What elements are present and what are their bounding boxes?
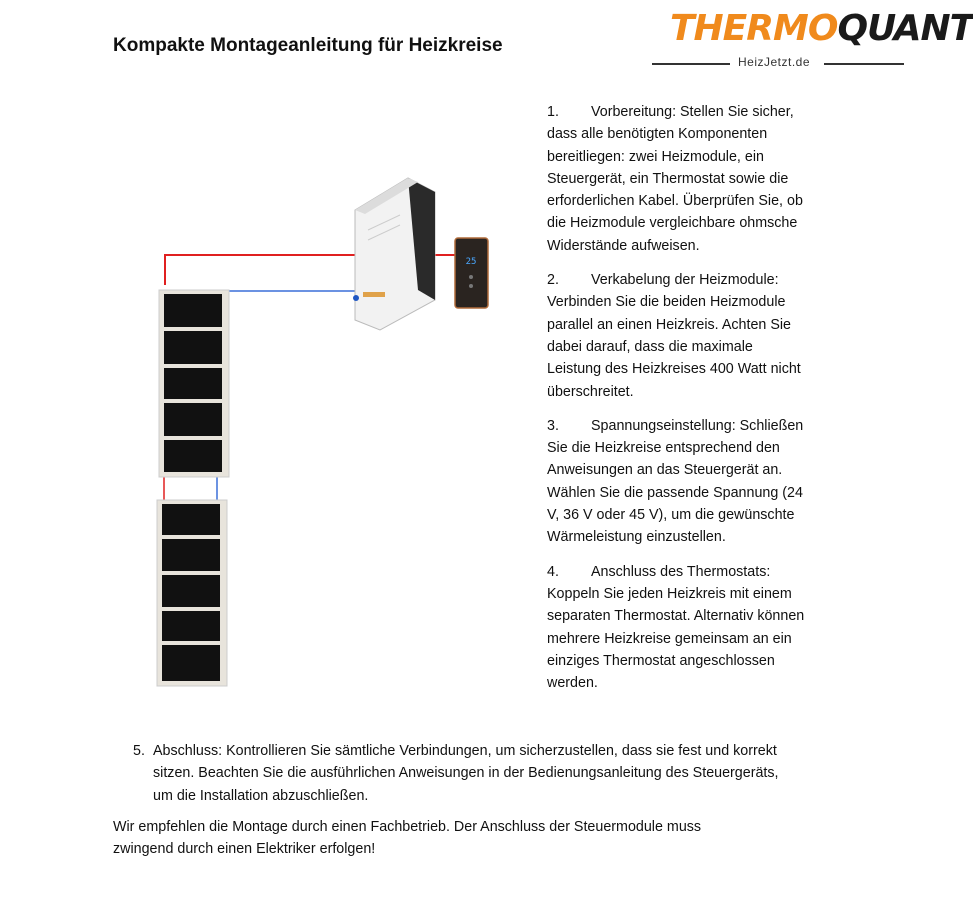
step-3 (547, 415, 809, 549)
step-2 (547, 269, 809, 403)
step-text: Verkabelung der Heizmodule: Verbinden Sie die beiden Heizmodule parallel an einen Heizkreis. Achten Sie dabei darauf, dass die maximale Leistung des Heizkreises 400 Watt nicht überschreitet. (547, 272, 801, 400)
logo-wordmark (670, 8, 973, 49)
step-number: 4. (547, 563, 559, 580)
logo-word-part2: QUANT (837, 8, 973, 49)
thermostat-device (455, 238, 488, 308)
step-4 (547, 561, 809, 695)
step-number: 2. (547, 272, 559, 289)
thermostat-display: 25 (465, 257, 477, 267)
step-5 (133, 740, 793, 807)
step-1 (547, 101, 809, 257)
step-text: Spannungseinstellung: Schließen Sie die Heizkreise entsprechend den Anweisungen an das Steuergerät an. Wählen Sie die passende Spannung (24 V, 36 V oder 45 V), um die gewünschte Wärmeleistung einzustellen. (547, 417, 804, 546)
logo-line-left (652, 63, 730, 65)
logo-word-part1: THERMO (670, 8, 838, 49)
heating-module-1 (159, 290, 229, 477)
step-number: 5. (133, 743, 145, 759)
step-number: 1. (547, 104, 559, 120)
step-number: 3. (547, 417, 559, 434)
heating-module-2 (157, 500, 227, 686)
step-text: Anschluss des Thermostats: Koppeln Sie jeden Heizkreis mit einem separaten Thermostat. Alternativ können mehrere Heizkreise gemeinsam an ein einziges Thermostat angeschlossen werden. (547, 563, 805, 692)
final-note: Wir empfehlen die Montage durch einen Fachbetrieb. Der Anschluss der Steuermodule muss zwingend durch einen Elektriker erfolgen! (113, 819, 702, 858)
logo-line-right (824, 63, 904, 65)
logo-subtitle: HeizJetzt.de (738, 55, 811, 69)
page-title: Kompakte Montageanleitung für Heizkreise (113, 35, 503, 56)
controller-unit (353, 178, 435, 330)
instruction-steps (547, 101, 809, 706)
wiring-illustration (150, 170, 510, 690)
step-text: Vorbereitung: Stellen Sie sicher, dass alle benötigten Komponenten bereitliegen: zwei Heizmodule, ein Steuergerät, ein Thermostat sowie die erforderlichen Kabel. Überprüfen Sie, ob die Heizmodule vergleichbare ohmsche Widerstände aufweisen. (547, 104, 803, 254)
step-text: Abschluss: Kontrollieren Sie sämtliche Verbindungen, um sicherzustellen, dass sie fest und korrekt sitzen. Beachten Sie die ausführlichen Anweisungen in der Bedienungsanleitung des Steuergeräts, um die Installation abzuschließen. (153, 743, 779, 804)
thermoquant-logo (652, 8, 973, 70)
